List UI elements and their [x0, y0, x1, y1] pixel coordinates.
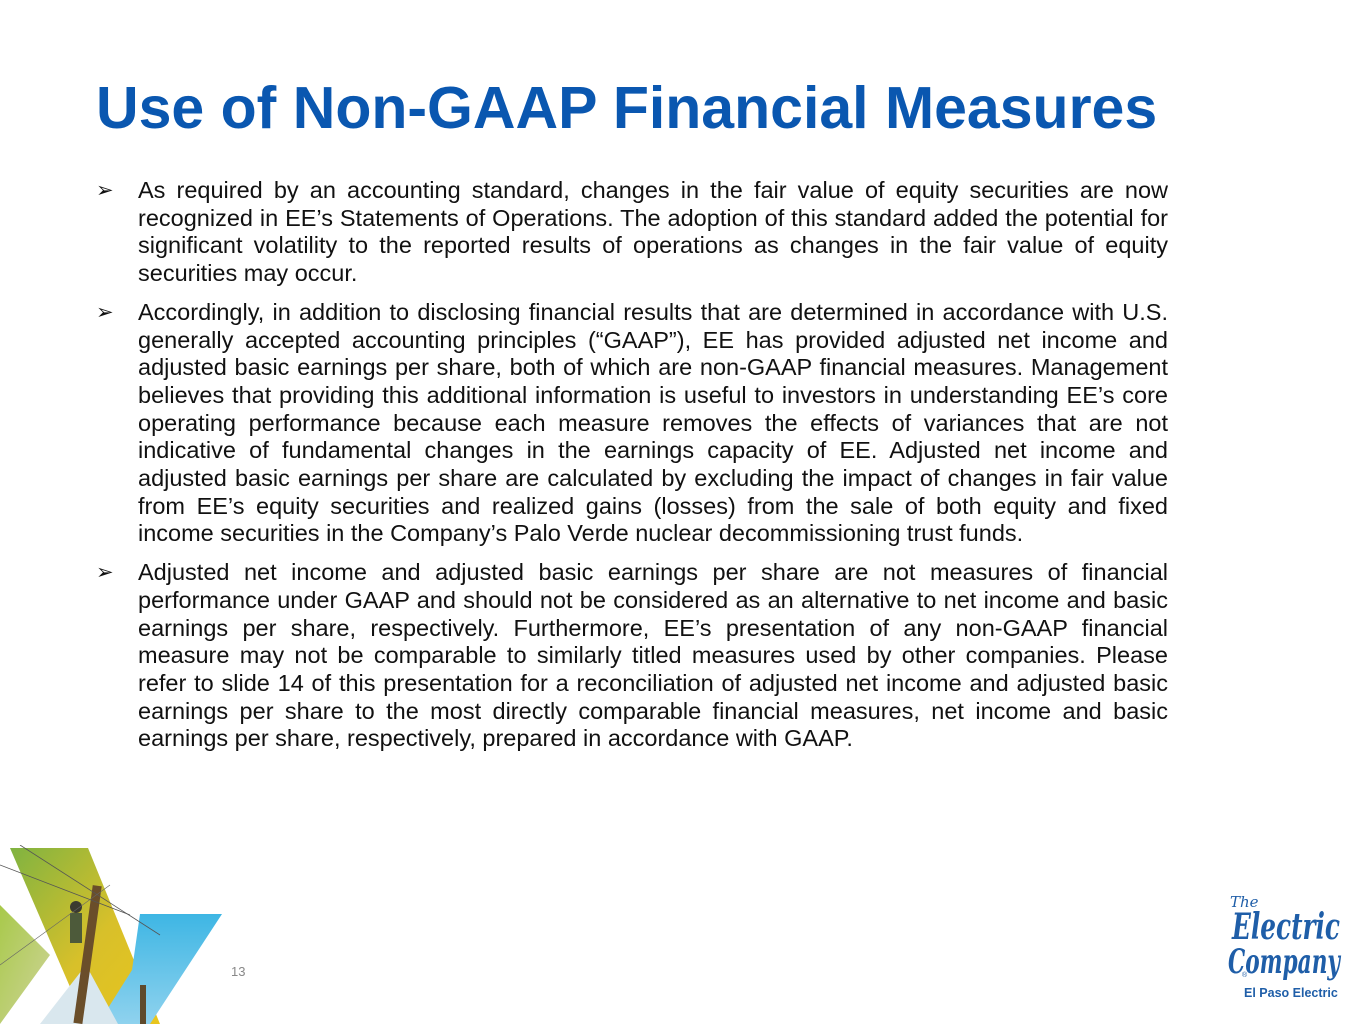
company-name: El Paso Electric: [1244, 986, 1338, 1000]
page-number: 13: [231, 964, 246, 979]
registered-mark: ®: [1242, 972, 1248, 979]
bullet-item: [96, 559, 1168, 753]
logo-electric: Electric: [1231, 906, 1341, 948]
arrowhead-bullet-icon: ➢: [96, 299, 114, 324]
arrowhead-bullet-icon: ➢: [96, 560, 114, 585]
slide-title: Use of Non-GAAP Financial Measures: [96, 75, 1158, 141]
bullet-item: [96, 299, 1168, 548]
bullet-list: [96, 177, 1168, 764]
logo-company: Company: [1228, 942, 1342, 982]
bullet-text: Accordingly, in addition to disclosing financial results that are determined in accordance with U.S. generally accepted accounting principles (“GAAP”), EE has provided adjusted net income and adjusted basic earnings per share, both of which are non-GAAP financial measures. Management believes that providing this additional information is useful to investors in understanding EE’s core operating performance because each measure removes the effects of variances that are not indicative of fundamental changes in the earnings capacity of EE. Adjusted net income and adjusted basic earnings per share are calculated by excluding the impact of changes in fair value from EE’s equity securities and realized gains (losses) from the sale of both equity and fixed income securities in the Company’s Palo Verde nuclear decommissioning trust funds.: [138, 298, 1168, 547]
arrowhead-bullet-icon: ➢: [96, 178, 114, 202]
logo-the: The: [1230, 893, 1259, 911]
bullet-text: Adjusted net income and adjusted basic earnings per share are not measures of financial performance under GAAP and should not be considered as an alternative to net income and basic earnings per share, respectively. Furthermore, EE’s presentation of any non-GAAP financial measure may not be comparable to similarly titled measures used by other companies. Please refer to slide 14 of this presentation for a reconciliation of adjusted net income and adjusted basic earnings per share to the most directly comparable financial measures, net income and basic earnings per share, respectively, prepared in accordance with GAAP.: [138, 559, 1168, 752]
the-electric-company-logo: [1222, 885, 1347, 1005]
corner-photo-collage: [0, 845, 222, 1024]
bullet-text: As required by an accounting standard, changes in the fair value of equity securities are now recognized in EE’s Statements of Operations. The adoption of this standard added the potential for significant volatility to the reported results of operations as changes in the fair value of equity securities may occur.: [138, 177, 1168, 287]
bullet-item: [96, 177, 1168, 288]
